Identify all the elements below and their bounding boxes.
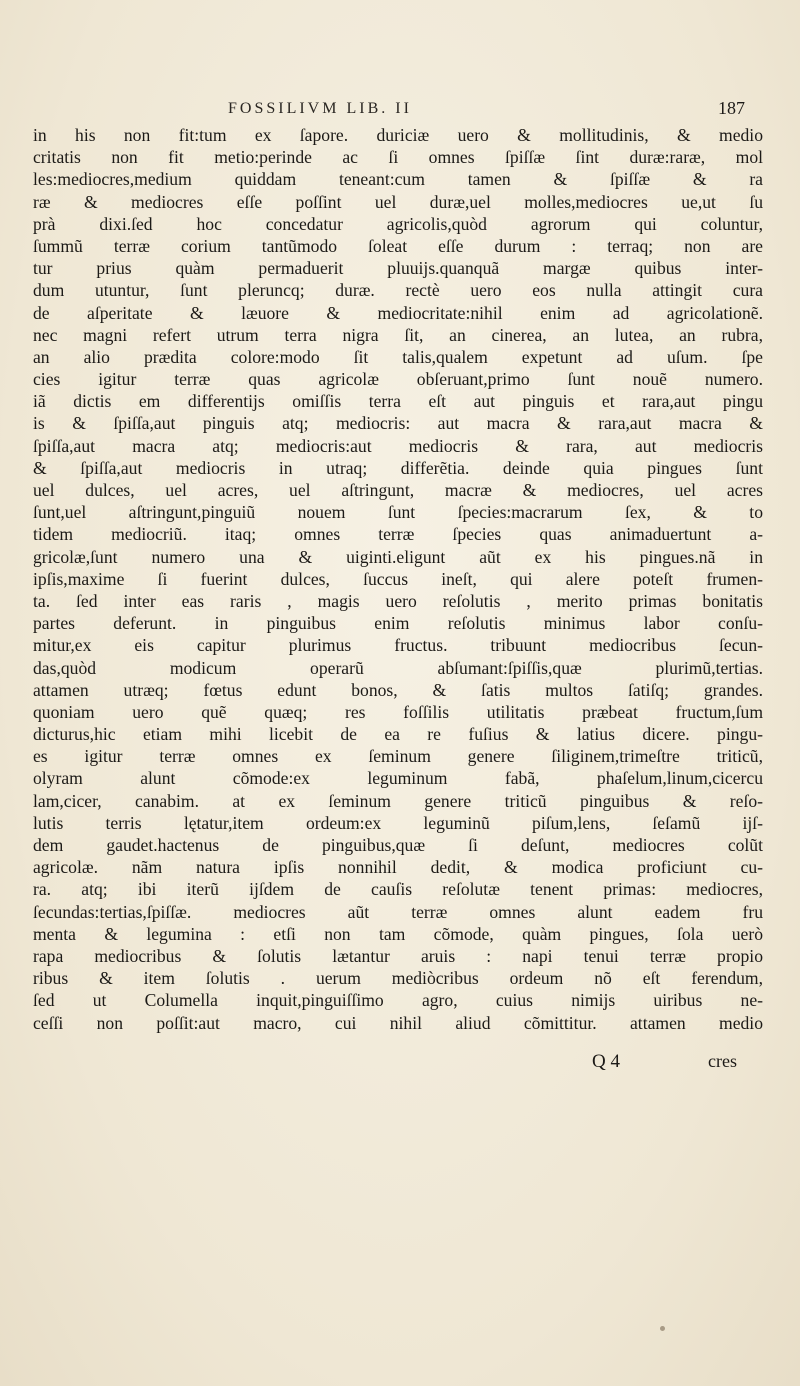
text-line: ſunt,uel aſtringunt,pinguiũ nouem ſunt ſpecies:macrarum ſex, & to	[33, 502, 763, 523]
text-line: gricolæ,ſunt numero una & uiginti.eligunt aũt ex his pingues.nã in	[33, 546, 763, 567]
text-line: ipſis,maxime ſi fuerint dulces, ſuccus ineſt, qui alere poteſt frumen-	[33, 568, 763, 589]
text-line: lutis terris lętatur,item ordeum:ex leguminũ piſum,lens, ſeſamũ ijſ-	[33, 812, 763, 833]
text-line: olyram alunt cõmode:ex leguminum fabã, phaſelum,linum,cicercu	[33, 768, 763, 789]
signature-mark: Q 4	[592, 1051, 620, 1072]
text-line: ſummũ terræ corium tantũmodo ſoleat eſſe durum : terraq; non are	[33, 235, 763, 256]
body-text	[33, 124, 763, 1034]
page-header	[0, 96, 800, 124]
text-line: mitur,ex eis capitur plurimus fructus. tribuunt mediocribus ſecun-	[33, 635, 763, 656]
text-line: partes deferunt. in pinguibus enim reſolutis minimus labor conſu-	[33, 613, 763, 634]
text-line: an alio prædita colore:modo ſit talis,qualem expetunt ad uſum. ſpe	[33, 346, 763, 367]
page-number: 187	[718, 98, 745, 118]
text-line: nec magni refert utrum terra nigra ſit, an cinerea, an lutea, an rubra,	[33, 324, 763, 345]
catchword: cres	[708, 1051, 737, 1071]
text-line: dum utuntur, ſunt pleruncq; duræ. rectè uero eos nulla attingit cura	[33, 280, 763, 301]
text-line: cies igitur terræ quas agricolæ obſeruant,primo ſunt nouẽ numero.	[33, 369, 763, 390]
paper-speck	[660, 1326, 665, 1331]
text-line: ribus & item ſolutis . uerum mediòcribus ordeum nõ eſt ferendum,	[33, 968, 763, 989]
text-line: & ſpiſſa,aut mediocris in utraq; differẽtia. deinde quia pingues ſunt	[33, 457, 763, 478]
text-line: agricolæ. nãm natura ipſis nonnihil dedit, & modica proficiunt cu-	[33, 857, 763, 878]
text-line: dicturus,hic etiam mihi licebit de ea re fuſius & latius dicere. pingu-	[33, 724, 763, 745]
text-line: attamen utræq; fœtus edunt bonos, & ſatis multos ſatiſq; grandes.	[33, 679, 763, 700]
text-line: ceſſi non poſſit:aut macro, cui nihil aliud cõmittitur. attamen medio	[33, 1012, 763, 1033]
text-line: ſed ut Columella inquit,pinguiſſimo agro, cuius nimijs uiribus ne-	[33, 990, 763, 1011]
text-line: iã dictis em differentijs omiſſis terra eſt aut pinguis et rara,aut pingu	[33, 391, 763, 412]
text-line: menta & legumina : etſi non tam cõmode, quàm pingues, ſola uerò	[33, 923, 763, 944]
text-line: quoniam uero quẽ quæq; res foſſilis utilitatis præbeat fructum,ſum	[33, 701, 763, 722]
text-line: is & ſpiſſa,aut pinguis atq; mediocris: aut macra & rara,aut macra &	[33, 413, 763, 434]
text-line: ra. atq; ibi iterũ ijſdem de cauſis reſolutæ tenent primas: mediocres,	[33, 879, 763, 900]
text-line: ræ & mediocres eſſe poſſint uel duræ,uel molles,mediocres ue,ut ſu	[33, 191, 763, 212]
text-line: tur prius quàm permaduerit pluuijs.quanquã margæ quibus inter-	[33, 258, 763, 279]
running-title: FOSSILIVM LIB. II	[228, 100, 412, 117]
page-footer	[0, 1051, 800, 1075]
text-line: tidem mediocriũ. itaq; omnes terræ ſpecies quas animaduertunt a-	[33, 524, 763, 545]
text-line: ſpiſſa,aut macra atq; mediocris:aut mediocris & rara, aut mediocris	[33, 435, 763, 456]
text-line: es igitur terræ omnes ex ſeminum genere ſiliginem,trimeſtre triticũ,	[33, 746, 763, 767]
text-line: prà dixi.ſed hoc concedatur agricolis,quòd agrorum qui coluntur,	[33, 213, 763, 234]
text-line: les:mediocres,medium quiddam teneant:cum tamen & ſpiſſæ & ra	[33, 169, 763, 190]
text-line: rapa mediocribus & ſolutis lætantur aruis : napi tenui terræ propio	[33, 945, 763, 966]
text-line: lam,cicer, canabim. at ex ſeminum genere triticũ pinguibus & reſo-	[33, 790, 763, 811]
text-line: critatis non fit metio:perinde ac ſi omnes ſpiſſæ ſint duræ:raræ, mol	[33, 147, 763, 168]
text-line: uel dulces, uel acres, uel aſtringunt, macræ & mediocres, uel acres	[33, 480, 763, 500]
text-line: de aſperitate & læuore & mediocritate:nihil enim ad agricolationẽ.	[33, 302, 763, 323]
text-line: in his non fit:tum ex ſapore. duriciæ uero & mollitudinis, & medio	[33, 125, 763, 145]
text-line: ſecundas:tertias,ſpiſſæ. mediocres aũt terræ omnes alunt eadem fru	[33, 901, 763, 922]
text-line: dem gaudet.hactenus de pinguibus,quæ ſi deſunt, mediocres colũt	[33, 835, 763, 855]
text-line: das,quòd modicum operarũ abſumant:ſpiſſis,quæ plurimũ,tertias.	[33, 657, 763, 678]
text-line: ta. ſed inter eas raris , magis uero reſolutis , merito primas bonitatis	[33, 590, 763, 611]
